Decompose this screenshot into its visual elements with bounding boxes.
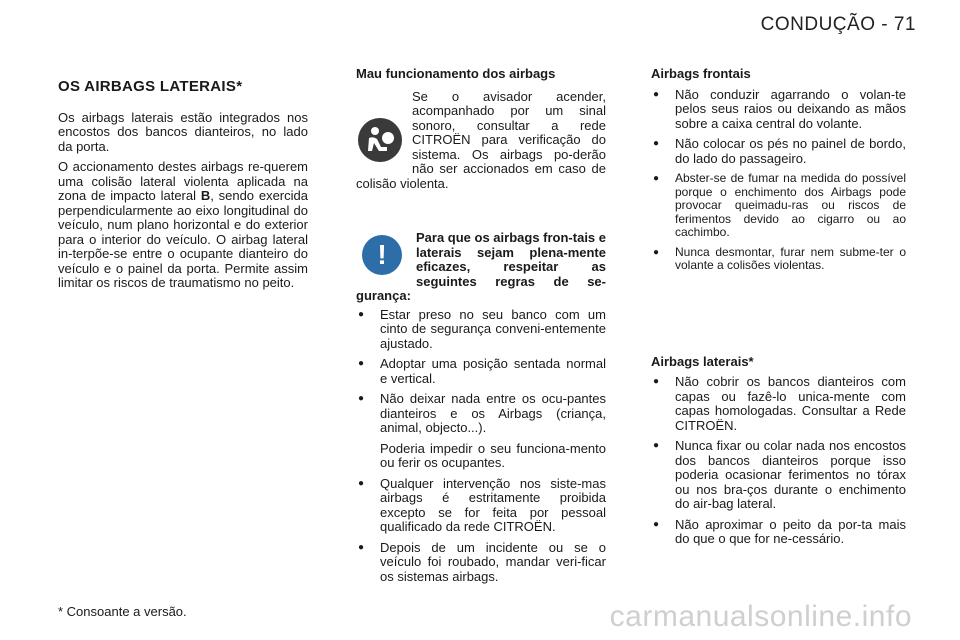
lateral-airbags-title: Airbags laterais* xyxy=(651,353,754,369)
frontal-airbags-title: Airbags frontais xyxy=(651,66,751,81)
malfunction-box xyxy=(356,90,606,192)
section-title: OS AIRBAGS LATERAIS* xyxy=(58,78,243,95)
lateral-airbags-section xyxy=(651,355,906,547)
malfunction-text: Se o avisador acender, acompanhado por um sinal sonoro, consultar a rede CITROËN para verificação do sistema. Os airbags po-derão não ser accionados em caso de colisão violenta. xyxy=(356,89,606,191)
safety-rules-list-continued xyxy=(356,477,606,585)
list-item: ● Depois de um incidente ou se o veículo foi roubado, mandar veri-ficar os sistemas airbags. xyxy=(356,541,606,585)
page-header: CONDUÇÃO - 71 xyxy=(760,14,916,35)
exclamation-icon: ! xyxy=(362,235,402,275)
list-item: ● Qualquer intervenção nos siste-mas airbags é estritamente proibida excepto se for feita por pessoal qualificado da rede CITROËN. xyxy=(356,477,606,535)
malfunction-title: Mau funcionamento dos airbags xyxy=(356,66,556,81)
column-side-airbags xyxy=(58,80,308,297)
list-item: ● Nunca fixar ou colar nada nos encostos dos bancos dianteiros porque isso poderia ocasionar ferimentos no tórax ou nos bra-ços durante o enchimento do air-bag lateral. xyxy=(651,439,906,512)
list-item: ● Não deixar nada entre os ocu-pantes dianteiros e os Airbags (criança, animal, objecto...). xyxy=(356,392,606,436)
zone-label: B xyxy=(200,188,211,203)
paragraph-activation xyxy=(58,160,308,291)
safety-rules-box xyxy=(356,231,606,304)
paragraph-activation-part1: O accionamento destes airbags re-querem uma colisão lateral violenta aplicada na zona de impacto lateral xyxy=(58,159,308,203)
lateral-airbags-list xyxy=(651,375,906,547)
paragraph-activation-part2: , sendo exercida perpendicularmente ao eixo longitudinal do veículo, num plano horizontal e do exterior para o interior do veículo. O airbag lateral in-terpõe-se entre o ocupante dianteiro do veículo e o painel da porta. Permite assim limitar os riscos de traumatismo no peito. xyxy=(58,188,308,290)
list-item: ● Estar preso no seu banco com um cinto de segurança conveni-entemente ajustado. xyxy=(356,308,606,352)
list-item: ● Não conduzir agarrando o volan-te pelos seus raios ou deixando as mãos sobre a caixa central do volante. xyxy=(651,88,906,132)
safety-rules-title: Para que os airbags fron-tais e laterais sejam plena-mente eficazes, respeitar as seguintes regras de se-gurança: xyxy=(356,231,606,303)
list-item: ● Não aproximar o peito da por-ta mais do que o que for ne-cessário. xyxy=(651,518,906,547)
column-airbag-rules xyxy=(651,67,906,553)
column-malfunction xyxy=(356,67,606,590)
watermark: carmanualsonline.info xyxy=(609,600,912,633)
list-item: ● Abster-se de fumar na medida do possível porque o enchimento dos Airbags pode provocar queimadu-ras ou riscos de ferimentos devido ao cigarro ou ao cachimbo. xyxy=(651,172,906,240)
list-item: ● Nunca desmontar, furar nem subme-ter o volante a colisões violentas. xyxy=(651,246,906,273)
frontal-airbags-list xyxy=(651,88,906,167)
airbag-warning-icon xyxy=(358,118,402,162)
list-item: ● Adoptar uma posição sentada normal e vertical. xyxy=(356,357,606,386)
frontal-airbags-list-small xyxy=(651,172,906,273)
safety-rules-list xyxy=(356,308,606,436)
list-item: ● Não colocar os pés no painel de bordo, do lado do passageiro. xyxy=(651,137,906,166)
list-item-note: Poderia impedir o seu funciona-mento ou ferir os ocupantes. xyxy=(380,440,606,470)
footnote: * Consoante a versão. xyxy=(58,604,187,619)
list-item: ● Não cobrir os bancos dianteiros com capas ou fazê-lo unica-mente com capas homologadas. Consultar a Rede CITROËN. xyxy=(651,375,906,433)
paragraph-intro: Os airbags laterais estão integrados nos encostos dos bancos dianteiros, no lado da porta. xyxy=(58,109,308,154)
